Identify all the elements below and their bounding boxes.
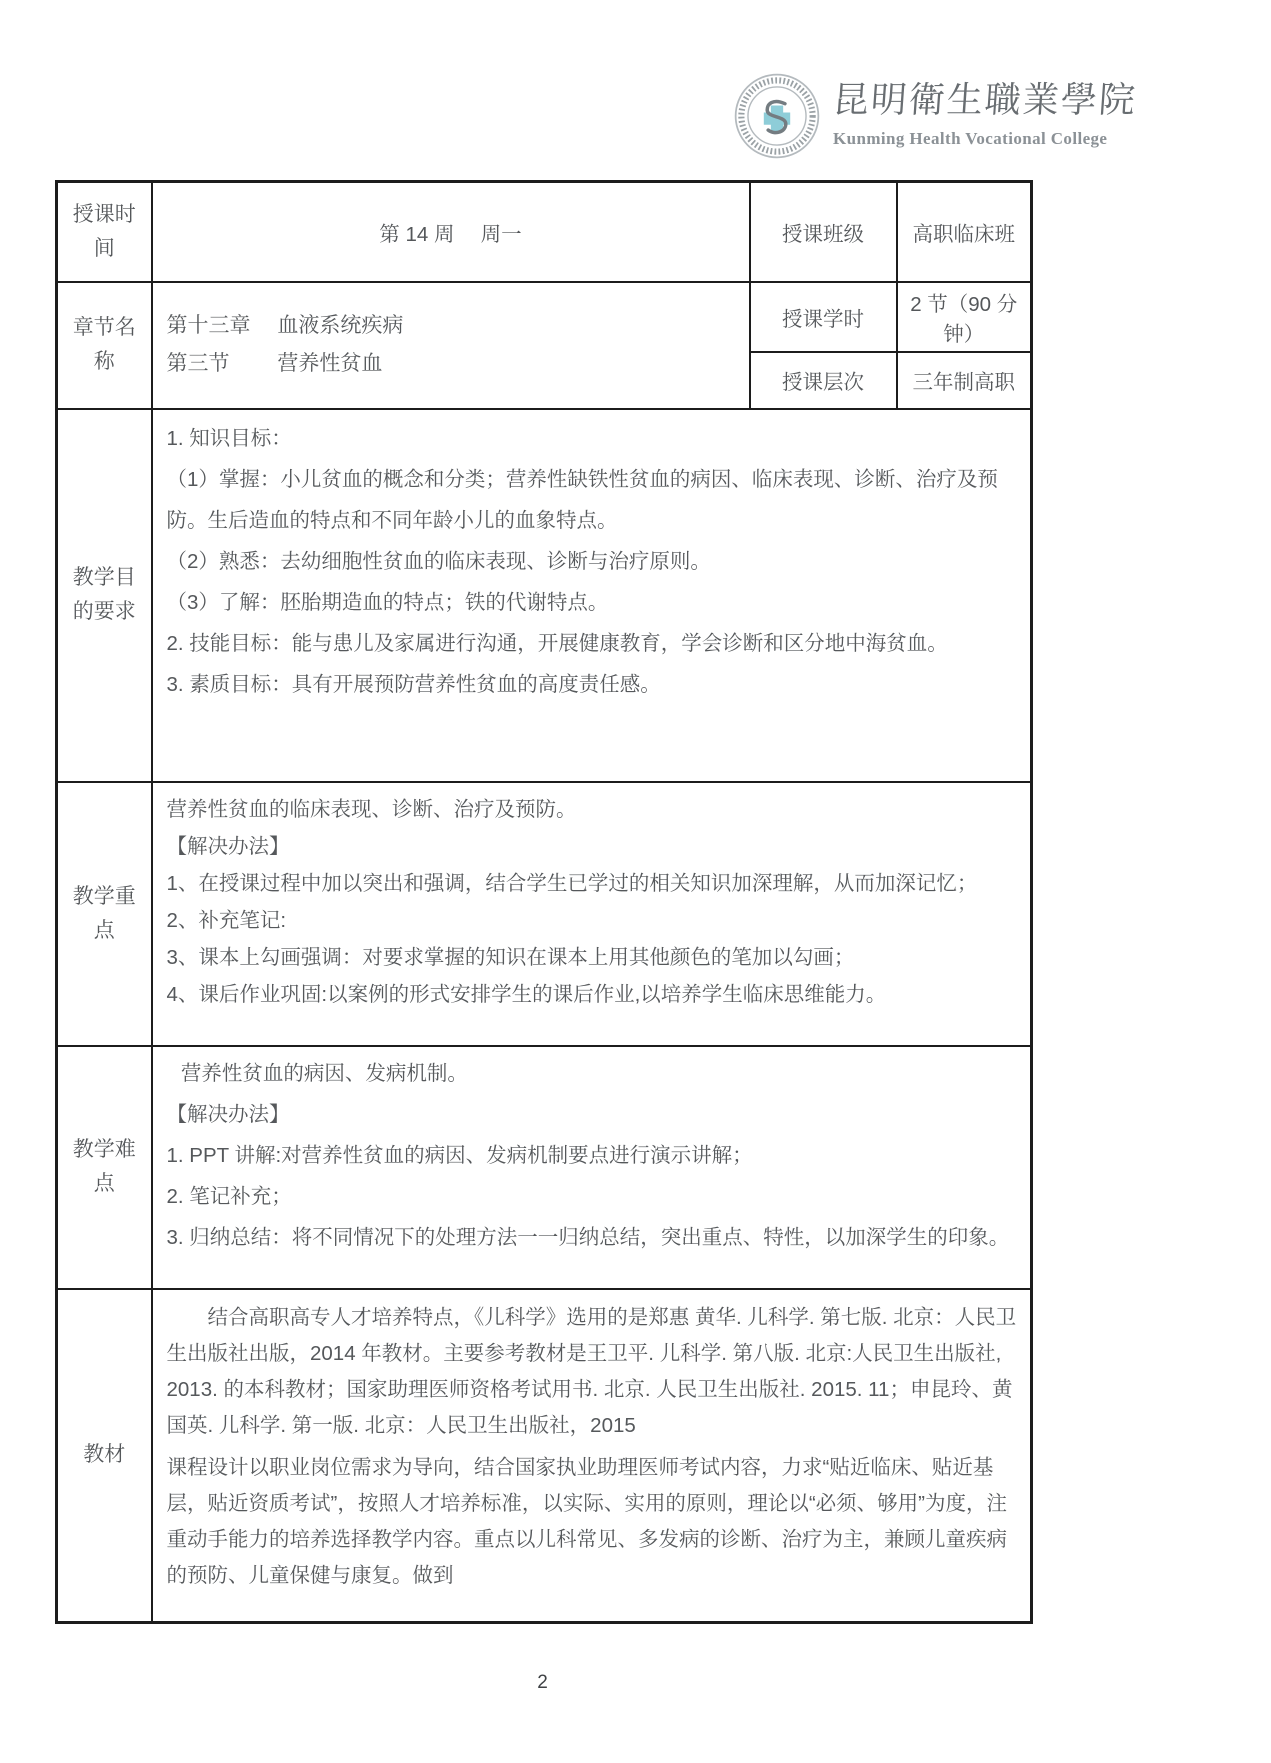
materials-label-cell: 教材 — [57, 1289, 152, 1623]
keypoints-label-cell: 教学重点 — [57, 782, 152, 1046]
level-value-cell: 三年制高职 — [897, 352, 1032, 409]
keypoint-line: 4、课后作业巩固:以案例的形式安排学生的课后作业,以培养学生临床思维能力。 — [166, 982, 887, 1006]
objectives-label-cell: 教学目的要求 — [57, 409, 152, 782]
materials-paragraph: 结合高职高专人才培养特点，《儿科学》选用的是郑惠 黄华. 儿科学. 第七版. 北京：人民卫生出版社出版，2014 年教材。主要参考教材是王卫平. 儿科学. 第八版. 北京:人民卫生出版社, 2013. 的本科教材；国家助理医师资格考试用书. 北京. 人民卫生出版社. 2015. 11；申昆玲、黄国英. 儿科学. 第一版. 北京：人民卫生出版社，2015 — [166, 1305, 1017, 1437]
table-row — [57, 1289, 1032, 1623]
college-name-calligraphy: 昆明衛生職業學院 — [831, 80, 1139, 121]
difficulty-line: 1. PPT 讲解:对营养性贫血的病因、发病机制要点进行演示讲解； — [166, 1143, 753, 1167]
materials-content-cell — [152, 1289, 1032, 1623]
difficulty-line: 【解决办法】 — [166, 1102, 290, 1126]
keypoints-content-cell — [152, 782, 1032, 1046]
chapter-line: 第十三章 血液系统疾病 — [166, 314, 404, 338]
time-value-cell: 第 14 周 周一 — [152, 182, 750, 282]
section-line: 第三节 营养性贫血 — [166, 352, 383, 375]
college-seal-icon — [733, 72, 821, 160]
hours-label-cell: 授课学时 — [750, 282, 897, 352]
table-row — [57, 782, 1032, 1046]
college-logo — [733, 72, 1137, 160]
time-label-cell: 授课时间 — [57, 182, 152, 282]
difficulties-content-cell — [152, 1046, 1032, 1289]
keypoint-line: 营养性贫血的临床表现、诊断、治疗及预防。 — [166, 797, 577, 821]
keypoint-line: 2、补充笔记: — [166, 908, 287, 932]
objective-line: 3. 素质目标：具有开展预防营养性贫血的高度责任感。 — [166, 672, 661, 696]
difficulty-line: 3. 归纳总结：将不同情况下的处理方法一一归纳总结，突出重点、特性，以加深学生的印象。 — [166, 1225, 1010, 1249]
materials-paragraph: 课程设计以职业岗位需求为导向，结合国家执业助理医师考试内容，力求“贴近临床、贴近基层，贴近资质考试”，按照人才培养标准，以实际、实用的原则，理论以“必须、够用”为度，注重动手能力的培养选择教学内容。重点以儿科常见、多发病的诊断、治疗为主，兼顾儿童疾病的预防、儿童保健与康复。做到 — [166, 1455, 1007, 1587]
difficulties-label-cell: 教学难点 — [57, 1046, 152, 1289]
chapter-label-cell: 章节名称 — [57, 282, 152, 409]
difficulty-line: 2. 笔记补充； — [166, 1184, 292, 1208]
objective-line: （2）熟悉：去幼细胞性贫血的临床表现、诊断与治疗原则。 — [166, 549, 711, 573]
objective-line: 2. 技能目标：能与患儿及家属进行沟通，开展健康教育，学会诊断和区分地中海贫血。 — [166, 631, 948, 655]
page-number: 2 — [537, 1672, 548, 1693]
class-value-cell: 高职临床班 — [897, 182, 1032, 282]
objective-line: （3）了解：胚胎期造血的特点；铁的代谢特点。 — [166, 590, 609, 614]
keypoint-line: 3、课本上勾画强调：对要求掌握的知识在课本上用其他颜色的笔加以勾画； — [166, 945, 855, 969]
table-row — [57, 282, 1032, 352]
chapter-value-cell — [152, 282, 750, 409]
keypoint-line: 【解决办法】 — [166, 834, 290, 858]
table-row — [57, 409, 1032, 782]
table-row — [57, 1046, 1032, 1289]
lesson-plan-table — [55, 180, 1033, 1624]
college-name-english: Kunming Health Vocational College — [833, 129, 1108, 148]
table-row — [57, 182, 1032, 282]
keypoint-line: 1、在授课过程中加以突出和强调，结合学生已学过的相关知识加深理解，从而加深记忆； — [166, 871, 978, 895]
objective-line: 1. 知识目标： — [166, 426, 292, 450]
level-label-cell: 授课层次 — [750, 352, 897, 409]
objectives-content-cell — [152, 409, 1032, 782]
hours-value-cell: 2 节（90 分钟） — [897, 282, 1032, 352]
class-label-cell: 授课班级 — [750, 182, 897, 282]
objective-line: （1）掌握：小儿贫血的概念和分类；营养性缺铁性贫血的病因、临床表现、诊断、治疗及预防。生后造血的特点和不同年龄小儿的血象特点。 — [166, 467, 998, 532]
difficulty-line: 营养性贫血的病因、发病机制。 — [180, 1061, 468, 1085]
